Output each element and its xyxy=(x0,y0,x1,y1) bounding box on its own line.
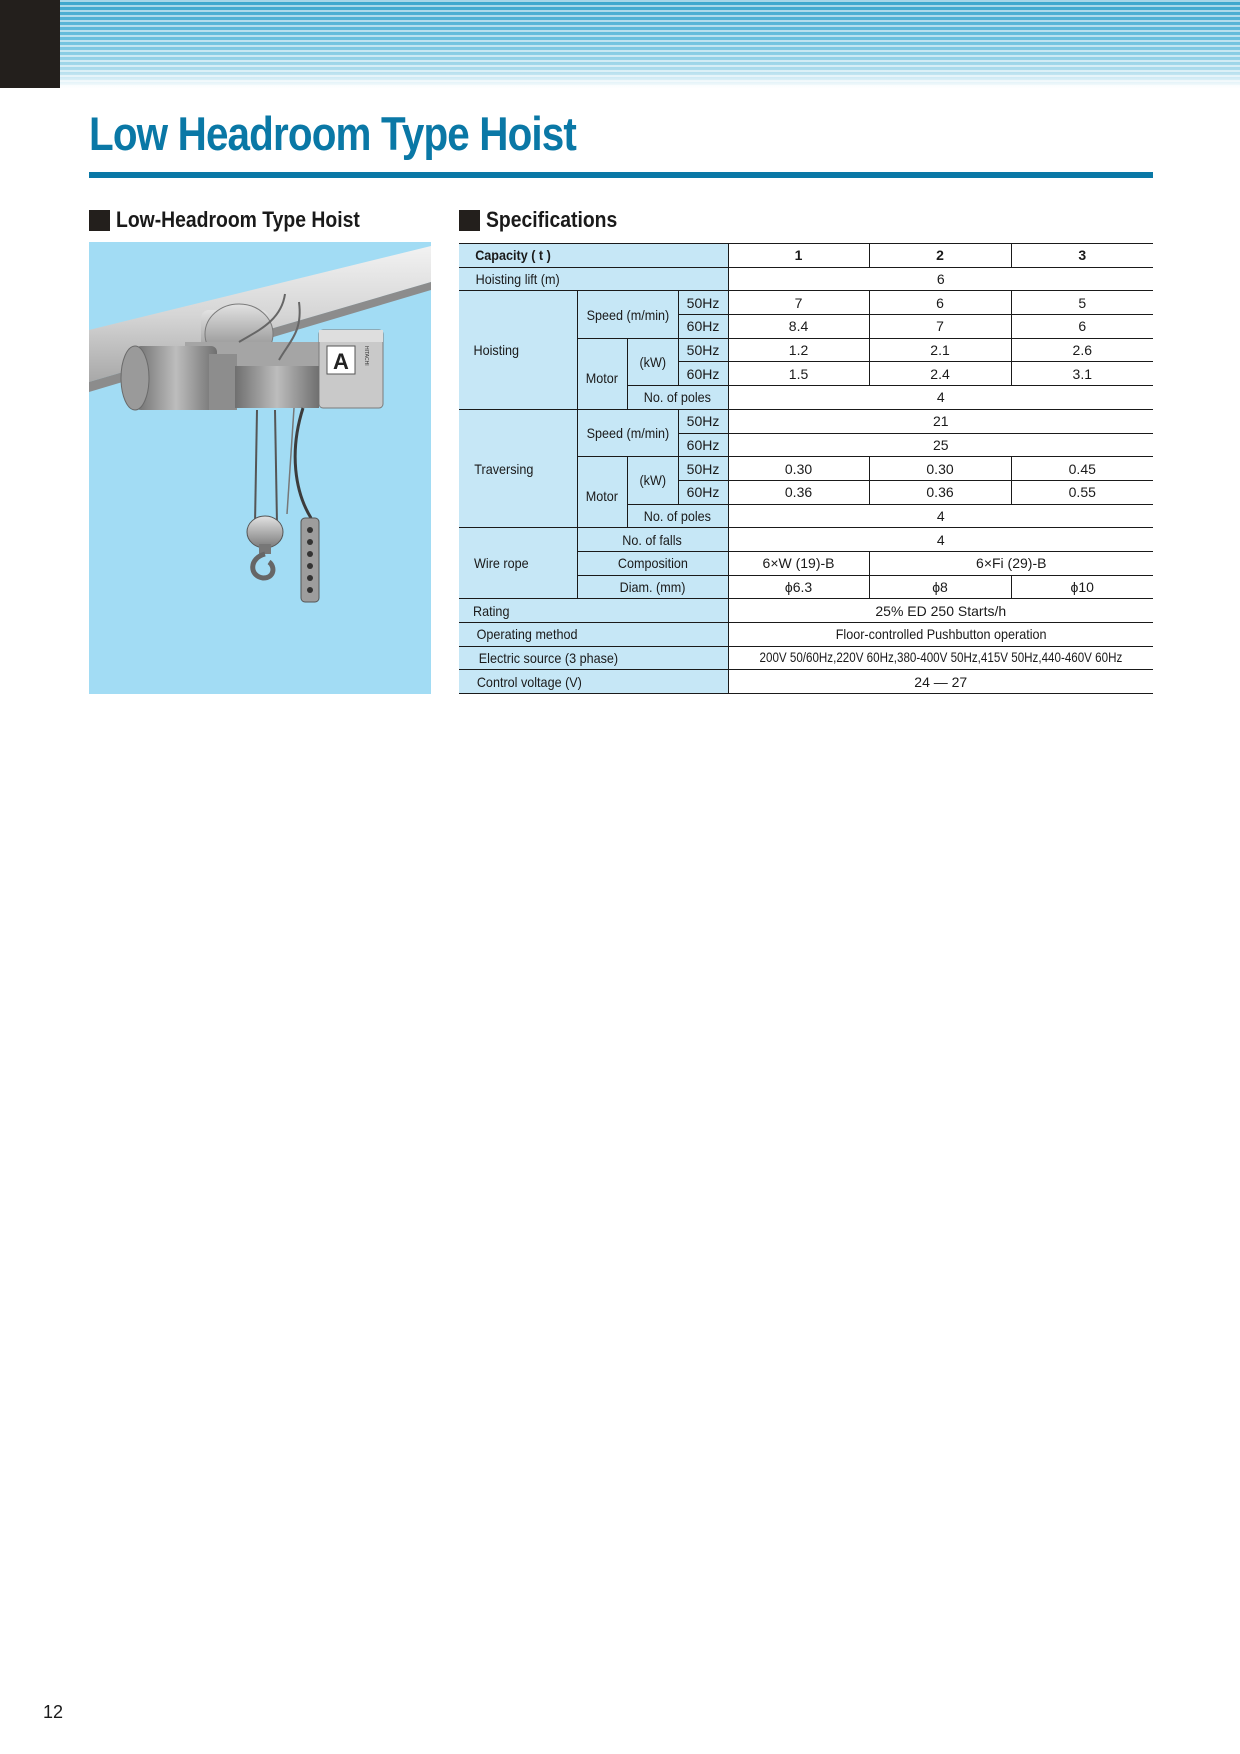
wire-falls-row: Wire rope No. of falls 4 xyxy=(459,528,1153,552)
square-bullet-icon xyxy=(89,210,110,231)
traversing-motor-50-row: Motor (kW) 50Hz 0.30 0.30 0.45 xyxy=(459,457,1153,481)
hoisting-speed-50-row: Hoisting Speed (m/min) 50Hz 7 6 5 xyxy=(459,291,1153,315)
page-title: Low Headroom Type Hoist xyxy=(89,107,577,160)
traversing-poles-row: No. of poles 4 xyxy=(459,504,1153,528)
wire-composition-row: Composition 6×W (19)-B 6×Fi (29)-B xyxy=(459,551,1153,575)
rating-row: Rating 25% ED 250 Starts/h xyxy=(459,599,1153,623)
hoisting-label: Hoisting xyxy=(459,291,577,409)
square-bullet-icon xyxy=(459,210,480,231)
hoisting-lift-row: Hoisting lift (m) 6 xyxy=(459,267,1153,291)
header-corner-block xyxy=(0,0,60,88)
hoist-illustration xyxy=(89,242,431,694)
capacity-2: 2 xyxy=(869,244,1011,268)
capacity-1: 1 xyxy=(728,244,869,268)
traversing-label: Traversing xyxy=(459,409,577,527)
traversing-speed-60-row: 60Hz 25 xyxy=(459,433,1153,457)
page-number: 12 xyxy=(43,1702,64,1722)
photo-section-heading: Low-Headroom Type Hoist xyxy=(89,206,393,234)
header-band xyxy=(0,0,1240,88)
hoisting-motor-50-row: Motor (kW) 50Hz 1.2 2.1 2.6 xyxy=(459,338,1153,362)
capacity-3: 3 xyxy=(1011,244,1153,268)
spec-section-heading: Specifications xyxy=(459,206,635,234)
control-voltage-row: Control voltage (V) 24 — 27 xyxy=(459,670,1153,694)
wire-rope-label: Wire rope xyxy=(459,528,577,599)
capacity-row: Capacity ( t ) 1 2 3 xyxy=(459,244,1153,268)
hoist-photo xyxy=(89,242,431,694)
hoist-badge-letter: A xyxy=(333,349,349,374)
specifications-table xyxy=(459,243,1153,694)
hoisting-poles-row: No. of poles 4 xyxy=(459,386,1153,410)
operating-method-row: Operating method Floor-controlled Pushbutton operation xyxy=(459,623,1153,647)
title-rule xyxy=(89,172,1153,178)
hoist-brand-text: HITACHI xyxy=(363,346,369,366)
hoisting-speed-60-row: 60Hz 8.4 7 6 xyxy=(459,315,1153,339)
traversing-motor-60-row: 60Hz 0.36 0.36 0.55 xyxy=(459,480,1153,504)
traversing-speed-50-row: Traversing Speed (m/min) 50Hz 21 xyxy=(459,409,1153,433)
electric-source-row: Electric source (3 phase) 200V 50/60Hz,220V 60Hz,380-400V 50Hz,415V 50Hz,440-460V 60Hz xyxy=(459,646,1153,670)
wire-diam-row: Diam. (mm) ϕ6.3 ϕ8 ϕ10 xyxy=(459,575,1153,599)
hoisting-motor-60-row: 60Hz 1.5 2.4 3.1 xyxy=(459,362,1153,386)
